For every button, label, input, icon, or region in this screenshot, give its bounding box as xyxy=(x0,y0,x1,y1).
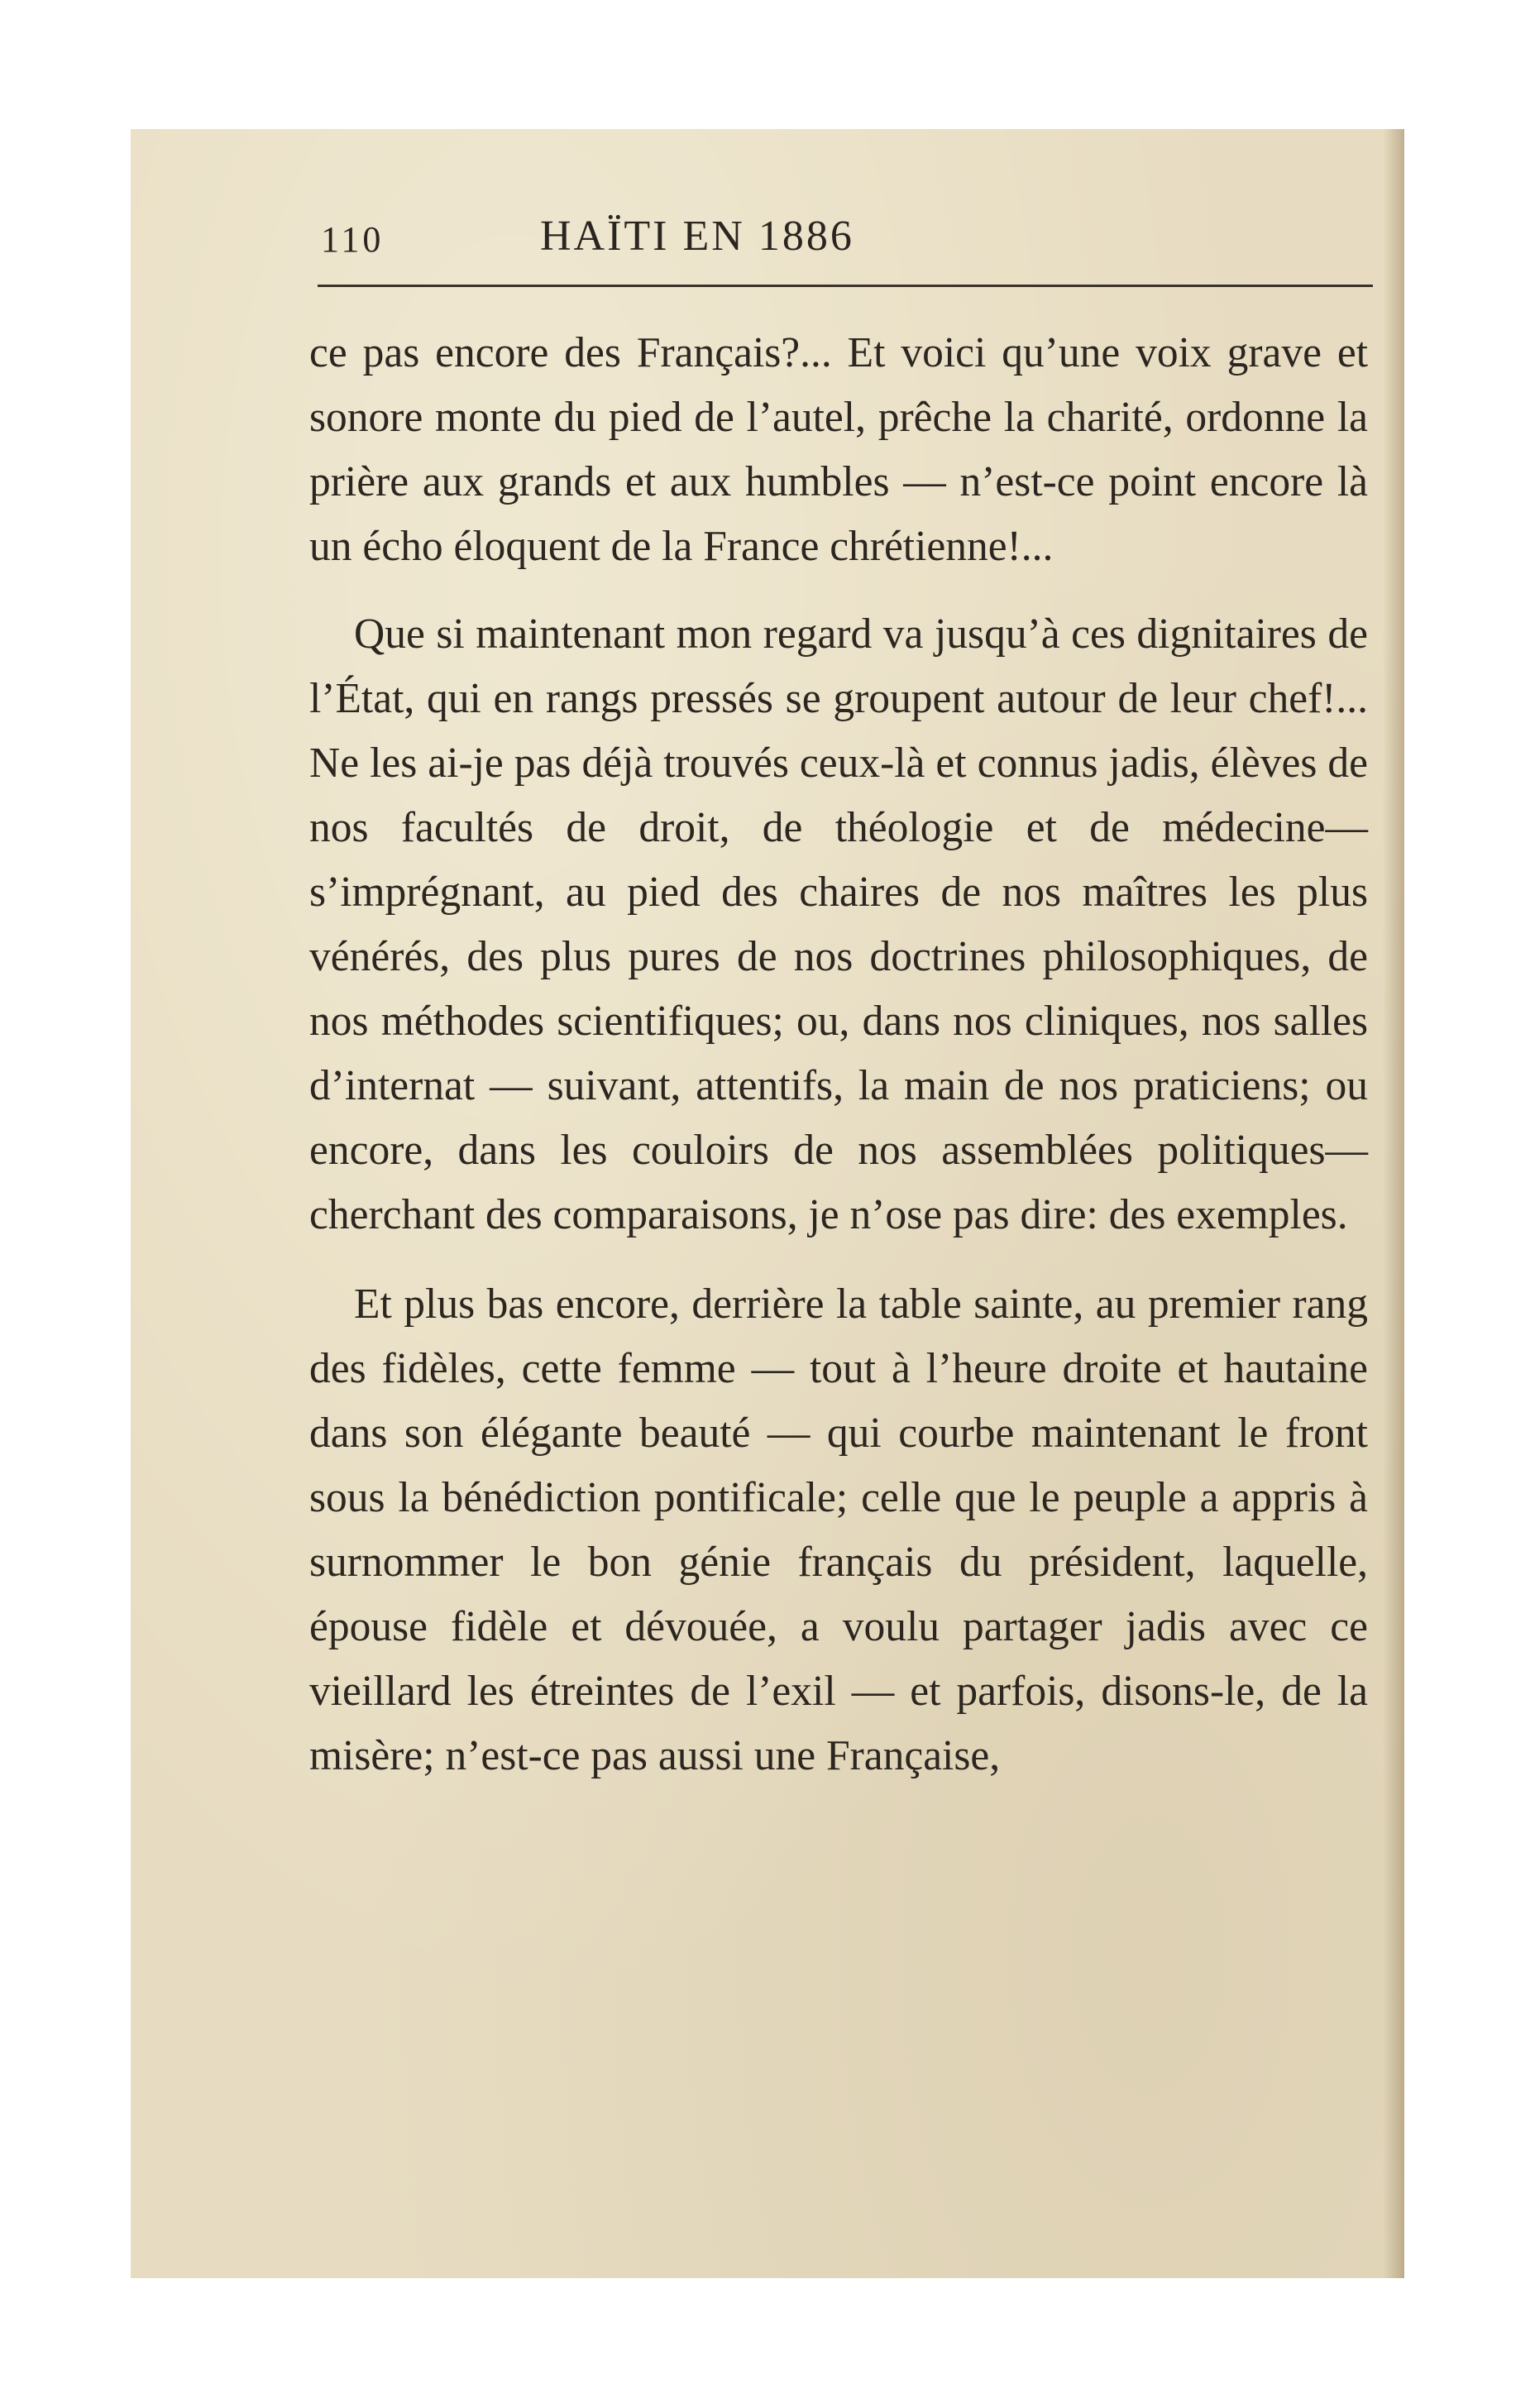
paragraph-2: Que si maintenant mon regard va jusqu’à ces dignitaires de l’État, qui en rangs pressés se groupent autour de leur chef!... Ne les ai-je pas déjà trouvés ceux-là et connus jadis, élèves de nos facultés de droit, de théologie et de médecine— s’imprégnant, au pied des chaires de nos maîtres les plus vénérés, des plus pures de nos doctrines philosophiques, de nos méthodes scientifiques; ou, dans nos cliniques, nos salles d’internat — suivant, attentifs, la main de nos praticiens; ou encore, dans les couloirs de nos assemblées politiques—cherchant des comparaisons, je n’ose pas dire: des exemples. xyxy=(309,610,1368,1238)
paragraph-spacer xyxy=(309,579,1368,602)
body-text xyxy=(309,321,1368,1788)
header-rule xyxy=(318,285,1373,287)
paragraph-3: Et plus bas encore, derrière la table sainte, au premier rang des fidèles, cette femme — tout à l’heure droite et hautaine dans son élégante beauté — qui courbe maintenant le front sous la bénédiction pontificale; celle que le peuple a appris à surnommer le bon génie français du président, laquelle, épouse fidèle et dévouée, a voulu partager jadis avec ce vieillard les étreintes de l’exil — et parfois, disons-le, de la misère; n’est-ce pas aussi une Française, xyxy=(309,1281,1368,1779)
running-title: HAÏTI EN 1886 xyxy=(540,213,854,260)
paragraph-spacer xyxy=(309,1247,1368,1272)
paragraph-1: ce pas encore des Français?... Et voici qu’une voix grave et sonore monte du pied de l’autel, prêche la charité, ordonne la prière aux grands et aux humbles — n’est-ce point encore là un écho éloquent de la France chrétienne!... xyxy=(309,329,1368,570)
page-edge-shadow xyxy=(1383,129,1404,2278)
book-page xyxy=(131,129,1404,2278)
running-head xyxy=(321,212,1255,278)
page-number: 110 xyxy=(321,219,385,260)
